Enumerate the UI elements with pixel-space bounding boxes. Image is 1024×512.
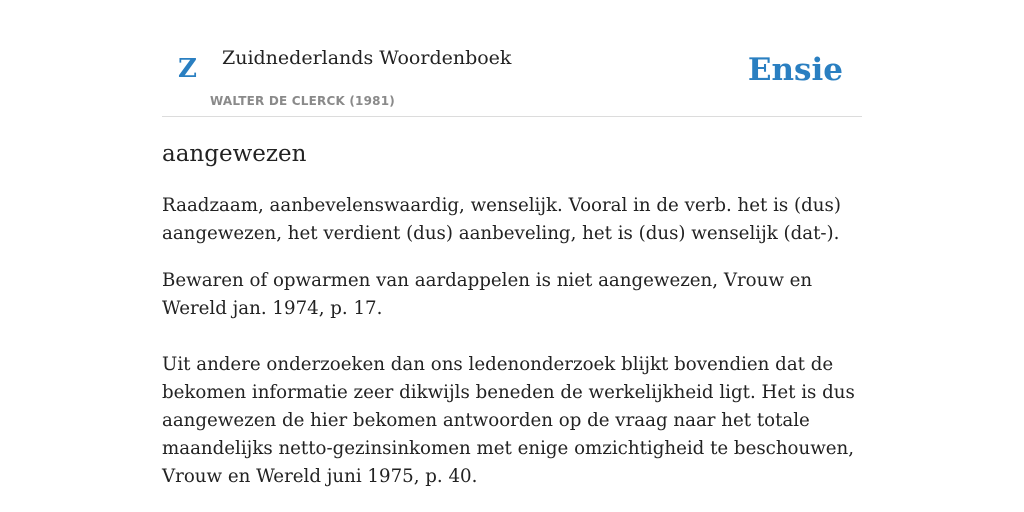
ensie-logo-link[interactable]: Ensie xyxy=(747,52,843,88)
entry-example: Uit andere onderzoeken dan ons ledenonderzoek blijkt bovendien dat de bekomen informatie zeer dikwijls beneden de werkelijkheid ligt. Het is dus aangewezen de hier bekomen antwoorden op de vraag naar het totale maandelijks netto-gezinsinkomen met enige omzichtigheid te beschouwen, Vrouw en Wereld juni 1975, p. 40. xyxy=(162,354,855,487)
entry-definition: Raadzaam, aanbevelenswaardig, wenselijk. Vooral in de verb. het is (dus) aangewezen, het verdient (dus) aanbeveling, het is (dus) wenselijk (dat-). xyxy=(162,195,841,244)
entry-headword: aangewezen xyxy=(162,141,307,167)
page-container xyxy=(162,0,862,487)
dictionary-header xyxy=(162,0,862,117)
dictionary-logo[interactable]: Z xyxy=(178,54,197,84)
dictionary-title[interactable]: Zuidnederlands Woordenboek xyxy=(222,47,512,69)
entry-example: Bewaren of opwarmen van aardappelen is niet aangewezen, Vrouw en Wereld jan. 1974, p. 17. xyxy=(162,270,813,319)
dictionary-author: WALTER DE CLERCK (1981) xyxy=(210,94,395,108)
